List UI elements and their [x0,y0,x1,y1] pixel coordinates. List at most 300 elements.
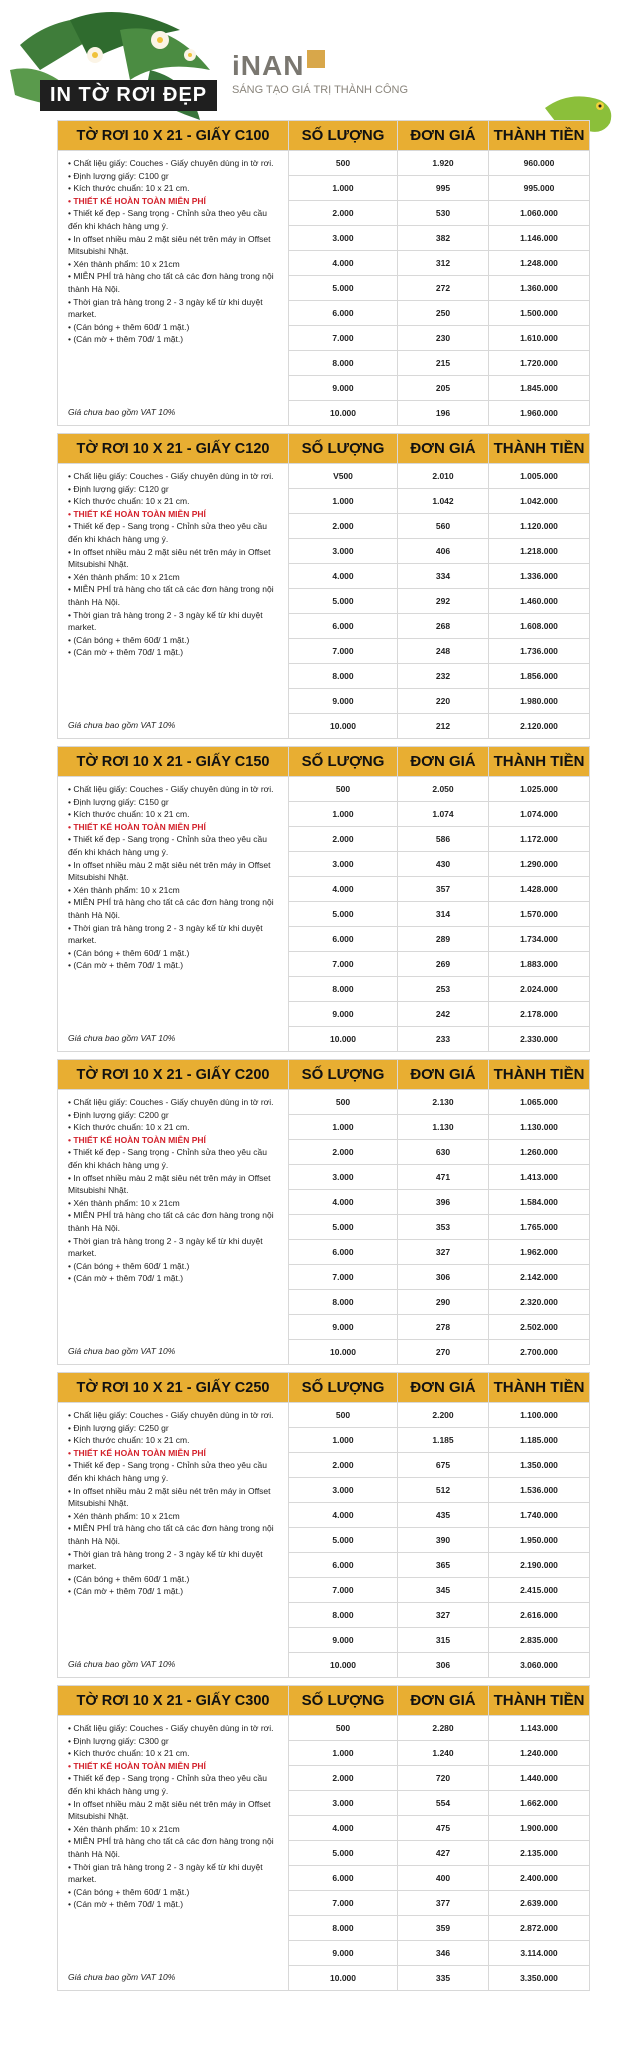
unit-price-cell: 560 [398,514,489,539]
total-price-cell: 1.950.000 [489,1528,590,1553]
price-table-section [57,433,589,739]
spec-item: • Thời gian trả hàng trong 2 - 3 ngày kể từ khi duyệt market. [68,1548,282,1573]
unit-price-cell: 675 [398,1453,489,1478]
quantity-cell: 3.000 [289,1165,398,1190]
spec-item: • Xén thành phẩm: 10 x 21cm [68,1197,282,1210]
quantity-cell: 4.000 [289,251,398,276]
quantity-cell: 2.000 [289,201,398,226]
column-header-quantity: SỐ LƯỢNG [289,1686,398,1716]
total-price-cell: 1.260.000 [489,1140,590,1165]
spec-item: • Kích thước chuẩn: 10 x 21 cm. [68,1434,282,1447]
spec-item: • Định lượng giấy: C150 gr [68,796,282,809]
spec-list [68,470,282,659]
quantity-cell: 8.000 [289,1916,398,1941]
spec-item: • Thiết kế đẹp - Sang trọng - Chỉnh sửa theo yêu cầu đến khi khách hàng ưng ý. [68,1459,282,1484]
spec-item: • Xén thành phẩm: 10 x 21cm [68,1823,282,1836]
total-price-cell: 3.114.000 [489,1941,590,1966]
spec-item: • MIỄN PHÍ trả hàng cho tất cả các đơn hàng trong nội thành Hà Nội. [68,1209,282,1234]
unit-price-cell: 1.074 [398,802,489,827]
total-price-cell: 1.883.000 [489,952,590,977]
unit-price-cell: 365 [398,1553,489,1578]
quantity-cell: 9.000 [289,1941,398,1966]
spec-item: • MIỄN PHÍ trả hàng cho tất cả các đơn hàng trong nội thành Hà Nội. [68,583,282,608]
unit-price-cell: 335 [398,1966,489,1991]
unit-price-cell: 2.050 [398,777,489,802]
quantity-cell: 10.000 [289,1027,398,1052]
vat-note: Giá chưa bao gồm VAT 10% [68,1033,176,1044]
unit-price-cell: 530 [398,201,489,226]
spec-item: • Kích thước chuẩn: 10 x 21 cm. [68,808,282,821]
price-table [57,1685,590,1991]
total-price-cell: 1.065.000 [489,1090,590,1115]
total-price-cell: 1.100.000 [489,1403,590,1428]
total-price-cell: 1.736.000 [489,639,590,664]
unit-price-cell: 306 [398,1653,489,1678]
unit-price-cell: 554 [398,1791,489,1816]
total-price-cell: 1.856.000 [489,664,590,689]
spec-item: • Thời gian trả hàng trong 2 - 3 ngày kể từ khi duyệt market. [68,1861,282,1886]
quantity-cell: 5.000 [289,589,398,614]
inan-logo [232,50,408,96]
unit-price-cell: 314 [398,902,489,927]
quantity-cell: 2.000 [289,1453,398,1478]
spec-list [68,1409,282,1598]
total-price-cell: 2.330.000 [489,1027,590,1052]
unit-price-cell: 269 [398,952,489,977]
total-price-cell: 1.440.000 [489,1766,590,1791]
spec-item: • In offset nhiều màu 2 mặt siêu nét trên máy in Offset Mitsubishi Nhật. [68,233,282,258]
spec-item: • Chất liệu giấy: Couches - Giấy chuyên dùng in tờ rơi. [68,783,282,796]
quantity-cell: 3.000 [289,852,398,877]
unit-price-cell: 242 [398,1002,489,1027]
unit-price-cell: 2.200 [398,1403,489,1428]
unit-price-cell: 250 [398,301,489,326]
spec-item: • THIẾT KẾ HOÀN TOÀN MIỄN PHÍ [68,1447,282,1460]
spec-item: • In offset nhiều màu 2 mặt siêu nét trên máy in Offset Mitsubishi Nhật. [68,1798,282,1823]
total-price-cell: 2.700.000 [489,1340,590,1365]
quantity-cell: 1.000 [289,176,398,201]
unit-price-cell: 471 [398,1165,489,1190]
spec-item: • Chất liệu giấy: Couches - Giấy chuyên dùng in tờ rơi. [68,470,282,483]
spec-item: • Định lượng giấy: C120 gr [68,483,282,496]
unit-price-cell: 2.130 [398,1090,489,1115]
spec-description [58,1403,289,1678]
column-header-unit-price: ĐƠN GIÁ [398,747,489,777]
spec-item: • Thiết kế đẹp - Sang trọng - Chỉnh sửa theo yêu cầu đến khi khách hàng ưng ý. [68,833,282,858]
quantity-cell: 3.000 [289,539,398,564]
quantity-cell: 10.000 [289,714,398,739]
total-price-cell: 1.662.000 [489,1791,590,1816]
page-header [0,0,628,125]
unit-price-cell: 995 [398,176,489,201]
unit-price-cell: 306 [398,1265,489,1290]
price-table [57,120,590,426]
total-price-cell: 2.024.000 [489,977,590,1002]
unit-price-cell: 278 [398,1315,489,1340]
price-table-header [58,1060,590,1090]
unit-price-cell: 2.010 [398,464,489,489]
quantity-cell: 1.000 [289,1428,398,1453]
spec-item: • (Cán mờ + thêm 70đ/ 1 mặt.) [68,646,282,659]
unit-price-cell: 1.185 [398,1428,489,1453]
spec-item: • Thiết kế đẹp - Sang trọng - Chỉnh sửa theo yêu cầu đến khi khách hàng ưng ý. [68,1772,282,1797]
vat-note: Giá chưa bao gồm VAT 10% [68,1972,176,1983]
column-header-total: THÀNH TIỀN [489,1373,590,1403]
column-header-total: THÀNH TIỀN [489,1060,590,1090]
quantity-cell: 8.000 [289,977,398,1002]
price-table-section [57,120,589,426]
unit-price-cell: 205 [398,376,489,401]
total-price-cell: 2.639.000 [489,1891,590,1916]
unit-price-cell: 475 [398,1816,489,1841]
column-header-quantity: SỐ LƯỢNG [289,1373,398,1403]
price-table [57,746,590,1052]
spec-item: • Xén thành phẩm: 10 x 21cm [68,571,282,584]
quantity-cell: 3.000 [289,226,398,251]
quantity-cell: 2.000 [289,827,398,852]
spec-item: • Thời gian trả hàng trong 2 - 3 ngày kể từ khi duyệt market. [68,296,282,321]
price-table-header [58,1373,590,1403]
price-table-section [57,1059,589,1365]
spec-item: • Chất liệu giấy: Couches - Giấy chuyên dùng in tờ rơi. [68,157,282,170]
total-price-cell: 1.608.000 [489,614,590,639]
spec-item: • Kích thước chuẩn: 10 x 21 cm. [68,1747,282,1760]
spec-item: • Xén thành phẩm: 10 x 21cm [68,258,282,271]
quantity-cell: 6.000 [289,927,398,952]
logo-square-icon [307,50,325,68]
spec-item: • Xén thành phẩm: 10 x 21cm [68,1510,282,1523]
spec-list [68,1722,282,1911]
spec-item: • In offset nhiều màu 2 mặt siêu nét trên máy in Offset Mitsubishi Nhật. [68,1485,282,1510]
spec-list [68,1096,282,1285]
quantity-cell: 500 [289,151,398,176]
unit-price-cell: 233 [398,1027,489,1052]
spec-item: • Kích thước chuẩn: 10 x 21 cm. [68,182,282,195]
spec-item: • MIỄN PHÍ trả hàng cho tất cả các đơn hàng trong nội thành Hà Nội. [68,270,282,295]
spec-item: • (Cán mờ + thêm 70đ/ 1 mặt.) [68,1585,282,1598]
quantity-cell: 7.000 [289,1891,398,1916]
quantity-cell: 8.000 [289,1603,398,1628]
total-price-cell: 2.872.000 [489,1916,590,1941]
unit-price-cell: 212 [398,714,489,739]
spec-description [58,1716,289,1991]
spec-item: • Thiết kế đẹp - Sang trọng - Chỉnh sửa theo yêu cầu đến khi khách hàng ưng ý. [68,207,282,232]
unit-price-cell: 357 [398,877,489,902]
table-title: TỜ RƠI 10 X 21 - GIẤY C250 [58,1373,289,1403]
quantity-cell: 4.000 [289,1816,398,1841]
quantity-cell: 6.000 [289,1553,398,1578]
spec-item: • (Cán mờ + thêm 70đ/ 1 mặt.) [68,333,282,346]
vat-note: Giá chưa bao gồm VAT 10% [68,407,176,418]
table-row [58,1403,590,1428]
unit-price-cell: 346 [398,1941,489,1966]
spec-list [68,157,282,346]
spec-item: • Chất liệu giấy: Couches - Giấy chuyên dùng in tờ rơi. [68,1409,282,1422]
quantity-cell: 1.000 [289,1741,398,1766]
quantity-cell: 5.000 [289,902,398,927]
table-row [58,464,590,489]
spec-item: • Kích thước chuẩn: 10 x 21 cm. [68,495,282,508]
price-table-header [58,121,590,151]
column-header-total: THÀNH TIỀN [489,434,590,464]
unit-price-cell: 230 [398,326,489,351]
spec-description [58,151,289,426]
total-price-cell: 1.120.000 [489,514,590,539]
spec-list [68,783,282,972]
total-price-cell: 1.074.000 [489,802,590,827]
spec-item: • Thời gian trả hàng trong 2 - 3 ngày kể từ khi duyệt market. [68,1235,282,1260]
unit-price-cell: 1.920 [398,151,489,176]
quantity-cell: 500 [289,1403,398,1428]
spec-item: • (Cán bóng + thêm 60đ/ 1 mặt.) [68,947,282,960]
unit-price-cell: 327 [398,1240,489,1265]
unit-price-cell: 512 [398,1478,489,1503]
logo-slogan: SÁNG TẠO GIÁ TRỊ THÀNH CÔNG [232,84,409,96]
unit-price-cell: 377 [398,1891,489,1916]
quantity-cell: 7.000 [289,952,398,977]
unit-price-cell: 720 [398,1766,489,1791]
spec-item: • (Cán mờ + thêm 70đ/ 1 mặt.) [68,1898,282,1911]
total-price-cell: 1.900.000 [489,1816,590,1841]
price-table-section [57,746,589,1052]
table-title: TỜ RƠI 10 X 21 - GIẤY C200 [58,1060,289,1090]
total-price-cell: 3.350.000 [489,1966,590,1991]
total-price-cell: 2.178.000 [489,1002,590,1027]
unit-price-cell: 1.042 [398,489,489,514]
vat-note: Giá chưa bao gồm VAT 10% [68,1659,176,1670]
quantity-cell: 1.000 [289,802,398,827]
unit-price-cell: 253 [398,977,489,1002]
unit-price-cell: 1.240 [398,1741,489,1766]
price-table-header [58,1686,590,1716]
table-row [58,151,590,176]
spec-item: • THIẾT KẾ HOÀN TOÀN MIỄN PHÍ [68,195,282,208]
price-table [57,433,590,739]
quantity-cell: 5.000 [289,1215,398,1240]
total-price-cell: 2.190.000 [489,1553,590,1578]
spec-item: • Thiết kế đẹp - Sang trọng - Chỉnh sửa theo yêu cầu đến khi khách hàng ưng ý. [68,1146,282,1171]
spec-item: • Xén thành phẩm: 10 x 21cm [68,884,282,897]
quantity-cell: 2.000 [289,1140,398,1165]
table-title: TỜ RƠI 10 X 21 - GIẤY C150 [58,747,289,777]
quantity-cell: 4.000 [289,564,398,589]
total-price-cell: 2.400.000 [489,1866,590,1891]
total-price-cell: 1.720.000 [489,351,590,376]
table-row [58,777,590,802]
unit-price-cell: 292 [398,589,489,614]
table-row [58,1090,590,1115]
total-price-cell: 1.734.000 [489,927,590,952]
quantity-cell: 4.000 [289,877,398,902]
unit-price-cell: 289 [398,927,489,952]
total-price-cell: 2.616.000 [489,1603,590,1628]
price-table-header [58,747,590,777]
total-price-cell: 1.146.000 [489,226,590,251]
column-header-total: THÀNH TIỀN [489,121,590,151]
spec-item: • Thiết kế đẹp - Sang trọng - Chỉnh sửa theo yêu cầu đến khi khách hàng ưng ý. [68,520,282,545]
unit-price-cell: 232 [398,664,489,689]
spec-item: • (Cán bóng + thêm 60đ/ 1 mặt.) [68,1886,282,1899]
price-table-header [58,434,590,464]
quantity-cell: V500 [289,464,398,489]
unit-price-cell: 430 [398,852,489,877]
quantity-cell: 3.000 [289,1791,398,1816]
unit-price-cell: 406 [398,539,489,564]
quantity-cell: 8.000 [289,1290,398,1315]
spec-item: • THIẾT KẾ HOÀN TOÀN MIỄN PHÍ [68,821,282,834]
quantity-cell: 500 [289,1716,398,1741]
unit-price-cell: 400 [398,1866,489,1891]
total-price-cell: 995.000 [489,176,590,201]
column-header-quantity: SỐ LƯỢNG [289,434,398,464]
quantity-cell: 9.000 [289,376,398,401]
quantity-cell: 4.000 [289,1503,398,1528]
total-price-cell: 1.845.000 [489,376,590,401]
total-price-cell: 2.320.000 [489,1290,590,1315]
spec-item: • Chất liệu giấy: Couches - Giấy chuyên dùng in tờ rơi. [68,1722,282,1735]
total-price-cell: 1.536.000 [489,1478,590,1503]
spec-item: • Thời gian trả hàng trong 2 - 3 ngày kể từ khi duyệt market. [68,922,282,947]
unit-price-cell: 390 [398,1528,489,1553]
unit-price-cell: 630 [398,1140,489,1165]
price-table-section [57,1372,589,1678]
total-price-cell: 1.350.000 [489,1453,590,1478]
price-table [57,1372,590,1678]
quantity-cell: 9.000 [289,1002,398,1027]
quantity-cell: 10.000 [289,1966,398,1991]
quantity-cell: 4.000 [289,1190,398,1215]
spec-item: • Định lượng giấy: C250 gr [68,1422,282,1435]
quantity-cell: 9.000 [289,689,398,714]
quantity-cell: 9.000 [289,1315,398,1340]
vat-note: Giá chưa bao gồm VAT 10% [68,720,176,731]
unit-price-cell: 345 [398,1578,489,1603]
table-title: TỜ RƠI 10 X 21 - GIẤY C300 [58,1686,289,1716]
column-header-unit-price: ĐƠN GIÁ [398,434,489,464]
quantity-cell: 3.000 [289,1478,398,1503]
total-price-cell: 1.570.000 [489,902,590,927]
spec-item: • THIẾT KẾ HOÀN TOÀN MIỄN PHÍ [68,508,282,521]
spec-item: • (Cán bóng + thêm 60đ/ 1 mặt.) [68,634,282,647]
total-price-cell: 1.765.000 [489,1215,590,1240]
total-price-cell: 1.500.000 [489,301,590,326]
total-price-cell: 2.142.000 [489,1265,590,1290]
spec-item: • (Cán bóng + thêm 60đ/ 1 mặt.) [68,1573,282,1586]
unit-price-cell: 312 [398,251,489,276]
unit-price-cell: 272 [398,276,489,301]
total-price-cell: 1.360.000 [489,276,590,301]
unit-price-cell: 396 [398,1190,489,1215]
total-price-cell: 1.240.000 [489,1741,590,1766]
quantity-cell: 9.000 [289,1628,398,1653]
spec-item: • MIỄN PHÍ trả hàng cho tất cả các đơn hàng trong nội thành Hà Nội. [68,896,282,921]
brand-banner: IN TỜ RƠI ĐẸP [40,80,217,111]
quantity-cell: 8.000 [289,664,398,689]
spec-item: • Định lượng giấy: C100 gr [68,170,282,183]
table-title: TỜ RƠI 10 X 21 - GIẤY C120 [58,434,289,464]
quantity-cell: 5.000 [289,1841,398,1866]
total-price-cell: 2.502.000 [489,1315,590,1340]
spec-item: • Kích thước chuẩn: 10 x 21 cm. [68,1121,282,1134]
spec-item: • In offset nhiều màu 2 mặt siêu nét trên máy in Offset Mitsubishi Nhật. [68,1172,282,1197]
spec-description [58,464,289,739]
quantity-cell: 7.000 [289,1578,398,1603]
total-price-cell: 1.005.000 [489,464,590,489]
spec-item: • Thời gian trả hàng trong 2 - 3 ngày kể từ khi duyệt market. [68,609,282,634]
quantity-cell: 6.000 [289,301,398,326]
total-price-cell: 1.584.000 [489,1190,590,1215]
column-header-quantity: SỐ LƯỢNG [289,1060,398,1090]
total-price-cell: 2.415.000 [489,1578,590,1603]
spec-description [58,1090,289,1365]
logo-text: iNAN [232,50,305,81]
quantity-cell: 1.000 [289,489,398,514]
unit-price-cell: 1.130 [398,1115,489,1140]
column-header-unit-price: ĐƠN GIÁ [398,1060,489,1090]
spec-item: • Định lượng giấy: C300 gr [68,1735,282,1748]
quantity-cell: 500 [289,777,398,802]
column-header-unit-price: ĐƠN GIÁ [398,121,489,151]
unit-price-cell: 327 [398,1603,489,1628]
spec-item: • Định lượng giấy: C200 gr [68,1109,282,1122]
total-price-cell: 1.336.000 [489,564,590,589]
column-header-unit-price: ĐƠN GIÁ [398,1686,489,1716]
total-price-cell: 1.413.000 [489,1165,590,1190]
quantity-cell: 5.000 [289,1528,398,1553]
spec-item: • (Cán mờ + thêm 70đ/ 1 mặt.) [68,1272,282,1285]
unit-price-cell: 248 [398,639,489,664]
total-price-cell: 1.610.000 [489,326,590,351]
unit-price-cell: 334 [398,564,489,589]
unit-price-cell: 435 [398,1503,489,1528]
quantity-cell: 5.000 [289,276,398,301]
unit-price-cell: 353 [398,1215,489,1240]
spec-item: • (Cán bóng + thêm 60đ/ 1 mặt.) [68,321,282,334]
spec-item: • THIẾT KẾ HOÀN TOÀN MIỄN PHÍ [68,1760,282,1773]
quantity-cell: 8.000 [289,351,398,376]
column-header-quantity: SỐ LƯỢNG [289,121,398,151]
unit-price-cell: 2.280 [398,1716,489,1741]
total-price-cell: 2.135.000 [489,1841,590,1866]
total-price-cell: 1.960.000 [489,401,590,426]
unit-price-cell: 268 [398,614,489,639]
column-header-quantity: SỐ LƯỢNG [289,747,398,777]
spec-item: • THIẾT KẾ HOÀN TOÀN MIỄN PHÍ [68,1134,282,1147]
spec-item: • In offset nhiều màu 2 mặt siêu nét trên máy in Offset Mitsubishi Nhật. [68,546,282,571]
spec-item: • Chất liệu giấy: Couches - Giấy chuyên dùng in tờ rơi. [68,1096,282,1109]
total-price-cell: 1.460.000 [489,589,590,614]
total-price-cell: 1.042.000 [489,489,590,514]
total-price-cell: 1.428.000 [489,877,590,902]
total-price-cell: 1.130.000 [489,1115,590,1140]
spec-item: • (Cán bóng + thêm 60đ/ 1 mặt.) [68,1260,282,1273]
table-row [58,1716,590,1741]
total-price-cell: 1.025.000 [489,777,590,802]
unit-price-cell: 359 [398,1916,489,1941]
quantity-cell: 2.000 [289,514,398,539]
spec-item: • MIỄN PHÍ trả hàng cho tất cả các đơn hàng trong nội thành Hà Nội. [68,1835,282,1860]
column-header-total: THÀNH TIỀN [489,1686,590,1716]
total-price-cell: 1.290.000 [489,852,590,877]
spec-item: • In offset nhiều màu 2 mặt siêu nét trên máy in Offset Mitsubishi Nhật. [68,859,282,884]
unit-price-cell: 215 [398,351,489,376]
total-price-cell: 1.143.000 [489,1716,590,1741]
total-price-cell: 1.185.000 [489,1428,590,1453]
total-price-cell: 1.740.000 [489,1503,590,1528]
unit-price-cell: 220 [398,689,489,714]
column-header-total: THÀNH TIỀN [489,747,590,777]
unit-price-cell: 196 [398,401,489,426]
